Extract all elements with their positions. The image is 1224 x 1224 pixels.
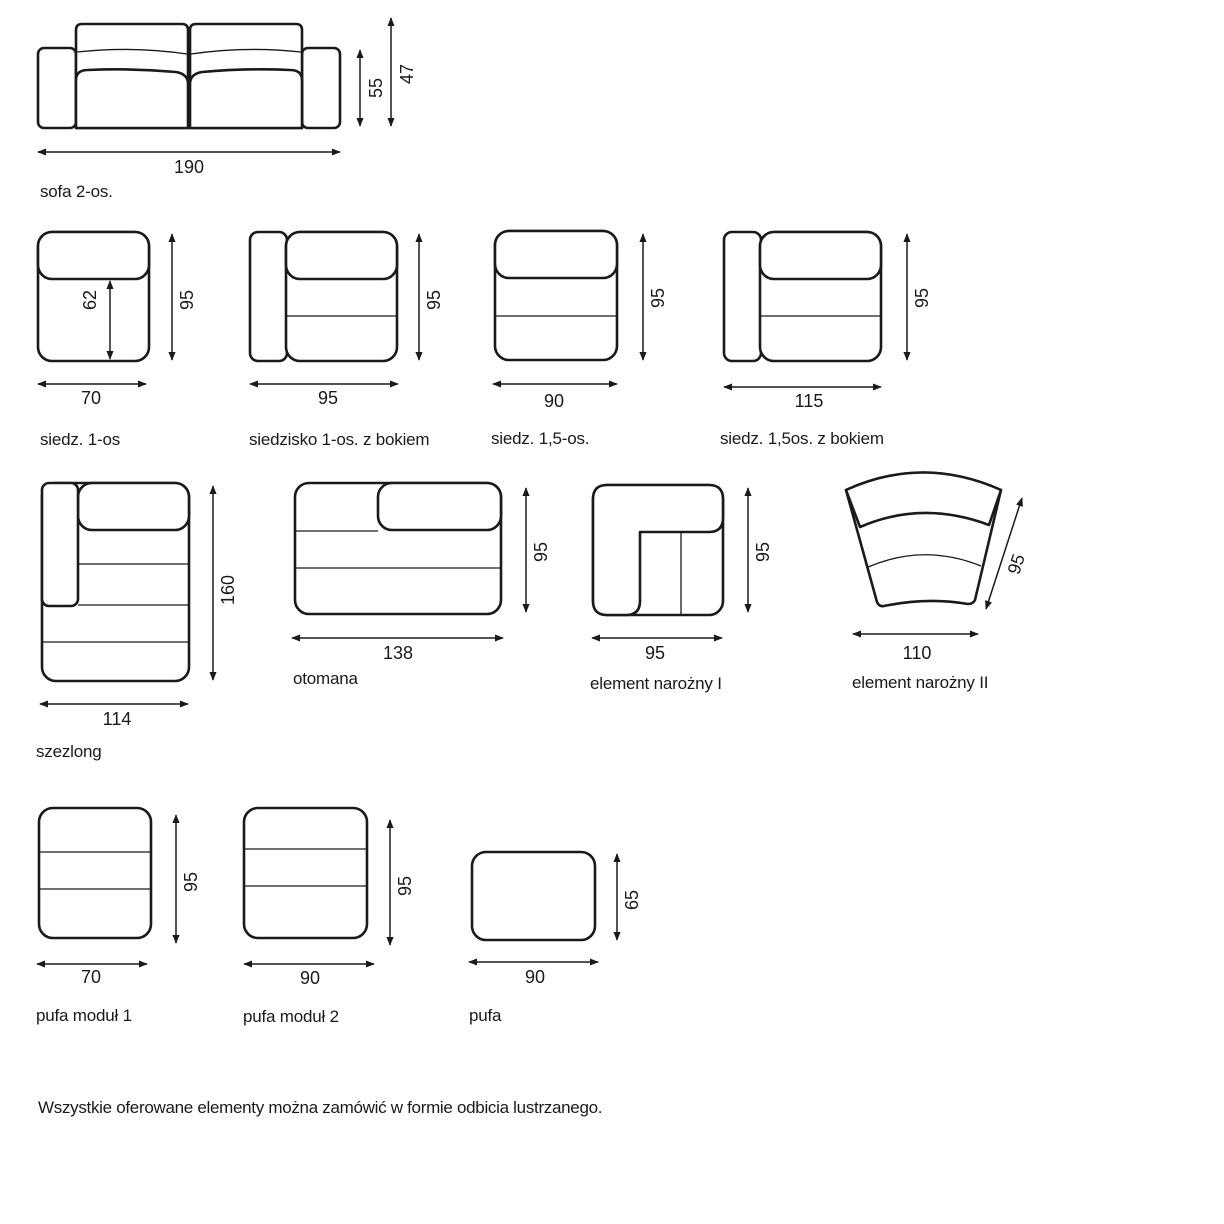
seat-1-width-value: 70 [80, 388, 102, 408]
seat-15-label: siedz. 1,5-os. [491, 429, 590, 448]
corner-1-drawing [593, 485, 723, 615]
corner-2-width-value: 110 [902, 643, 932, 663]
corner-1-label: element narożny I [590, 674, 722, 693]
seat-1-side-depth-value: 95 [424, 289, 444, 311]
pouf-1-base [39, 808, 151, 938]
pouf-2-label: pufa moduł 2 [243, 1007, 339, 1026]
seat-1-back [38, 232, 149, 279]
sofa-right-arm [302, 48, 340, 128]
chaise-width-value: 114 [102, 709, 132, 729]
seat-15-drawing [495, 231, 617, 360]
pouf-1-drawing [39, 808, 151, 938]
pouf-drawing [472, 852, 595, 940]
pouf-1-depth-value: 95 [181, 871, 201, 893]
pouf-2-base [244, 808, 367, 938]
seat-15-side-back [760, 232, 881, 279]
pouf-1-width-value: 70 [80, 967, 102, 987]
mirror-note: Wszystkie oferowane elementy można zamówić w formie odbicia lustrzanego. [38, 1098, 603, 1117]
seat-15-side-width-value: 115 [794, 391, 824, 411]
ottoman-width-value: 138 [382, 643, 414, 663]
seat-15-back [495, 231, 617, 278]
chaise-arm [42, 483, 78, 606]
seat-1-side-drawing [250, 232, 397, 361]
ottoman-label: otomana [293, 669, 358, 688]
corner-1-width-value: 95 [644, 643, 666, 663]
seat-15-side-drawing [724, 232, 881, 361]
chaise-back [78, 483, 189, 530]
sofa-2-drawing [38, 24, 340, 128]
seat-15-depth-value: 95 [648, 287, 668, 309]
seat-1-side-back [286, 232, 397, 279]
ottoman-depth-value: 95 [531, 541, 551, 563]
sofa-total-height-value: 47 [397, 63, 417, 85]
sofa-left-arm [38, 48, 76, 128]
seat-1-side-width-value: 95 [317, 388, 339, 408]
sofa-seat-height-value: 55 [366, 77, 386, 99]
pouf-2-depth-value: 95 [395, 875, 415, 897]
ottoman-drawing [295, 483, 501, 614]
seat-1-depth-value: 95 [177, 289, 197, 311]
seat-1-side-label: siedzisko 1-os. z bokiem [249, 430, 430, 449]
corner-2-depth-value: 95 [1003, 551, 1029, 577]
chaise-drawing [42, 483, 189, 681]
sofa-cushion-left [76, 69, 188, 128]
pouf-depth-value: 65 [622, 889, 642, 911]
sofa-cushion-right [190, 69, 302, 128]
seat-15-width-value: 90 [543, 391, 565, 411]
pouf-label: pufa [469, 1006, 502, 1025]
ottoman-back [378, 483, 501, 530]
seat-1-side-arm [250, 232, 287, 361]
corner-2-label: element narożny II [852, 673, 989, 692]
seat-15-side-arm [724, 232, 761, 361]
pouf-2-drawing [244, 808, 367, 938]
chaise-depth-value: 160 [218, 574, 238, 606]
sofa-2-label: sofa 2-os. [40, 182, 113, 201]
pouf-2-width-value: 90 [299, 968, 321, 988]
corner-1-depth-value: 95 [753, 541, 773, 563]
sofa-width-value: 190 [173, 157, 205, 177]
pouf-1-label: pufa moduł 1 [36, 1006, 132, 1025]
seat-15-side-depth-value: 95 [912, 287, 932, 309]
corner-2-drawing [846, 473, 1001, 607]
seat-15-side-label: siedz. 1,5os. z bokiem [720, 429, 884, 448]
chaise-label: szezlong [36, 742, 102, 761]
seat-1-inner-value: 62 [80, 289, 100, 311]
seat-1-label: siedz. 1-os [40, 430, 121, 449]
pouf-width-value: 90 [524, 967, 546, 987]
pouf-base [472, 852, 595, 940]
